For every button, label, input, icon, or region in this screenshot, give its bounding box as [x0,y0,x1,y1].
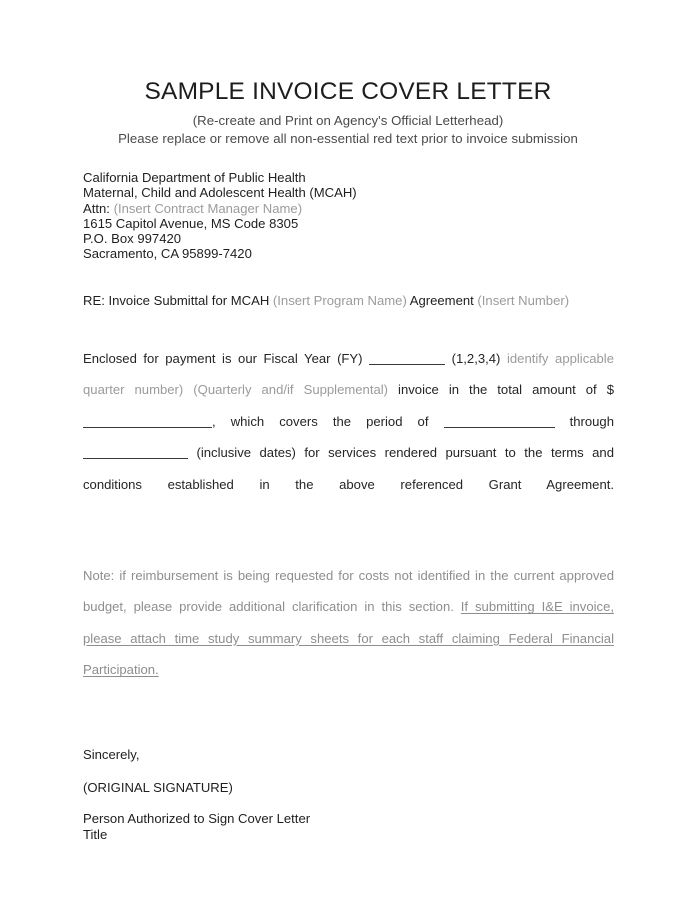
recipient-division: Maternal, Child and Adolescent Health (MCAH) [83,185,357,201]
attn-label: Attn: [83,200,114,216]
note-paragraph [83,560,614,718]
signature-placeholder: (ORIGINAL SIGNATURE) [83,779,233,795]
subject-prefix: RE: Invoice Submittal for MCAH [83,292,273,308]
body-segment-4: invoice in the total amount of $ [388,382,614,398]
body-segment-7: (inclusive dates) for services rendered pursuant to the terms and conditions established in the above referenced Grant Agreement. [83,445,614,492]
closing-block [83,747,614,842]
subject-number-placeholder: (Insert Number) [477,292,570,308]
period-to-blank[interactable] [83,458,188,459]
closing-salutation: Sincerely, [83,747,140,763]
recipient-department: California Department of Public Health [83,170,306,185]
note-plain-text: Note: if reimbursement is being requested for costs not identified in the current approved budget, please provide additional clarification in this section. [83,567,614,615]
attn-placeholder: (Insert Contract Manager Name) [113,200,303,216]
subject-line [83,293,614,309]
recipient-city-state-zip: Sacramento, CA 95899-7420 [83,246,252,262]
recipient-address-block [83,170,614,262]
body-segment-1: Enclosed for payment is our Fiscal Year (FY) [83,350,370,366]
subject-program-placeholder: (Insert Program Name) [272,292,407,308]
signer-description: Person Authorized to Sign Cover Letter [83,811,311,827]
page-title: SAMPLE INVOICE COVER LETTER [144,78,552,105]
body-segment-2: (1,2,3,4) [445,350,507,366]
recipient-attention-line [83,201,614,216]
main-paragraph [83,343,614,532]
signer-title: Title [83,826,108,842]
note-underlined-text: If submitting I&E invoice, please attach time study summary sheets for each staff claiming Federal Financial Participation. [83,599,614,678]
period-from-blank[interactable] [444,427,555,428]
body-segment-3-placeholder: identify applicable quarter number) (Quarterly and/if Supplemental) [83,350,614,398]
amount-blank[interactable] [83,427,212,428]
subject-middle: Agreement [406,292,478,308]
recipient-po-box: P.O. Box 997420 [83,231,182,247]
recipient-street: 1615 Capitol Avenue, MS Code 8305 [83,215,299,231]
document-subtitle-letterhead: (Re-create and Print on Agency's Official Letterhead) [192,113,504,129]
body-segment-5: , which covers the period of [212,413,444,429]
fiscal-year-blank[interactable] [369,364,445,365]
document-header [0,78,696,147]
body-segment-6: through [554,413,614,429]
document-body [83,170,614,842]
document-subtitle-instruction: Please replace or remove all non-essential red text prior to invoice submission [118,130,578,146]
